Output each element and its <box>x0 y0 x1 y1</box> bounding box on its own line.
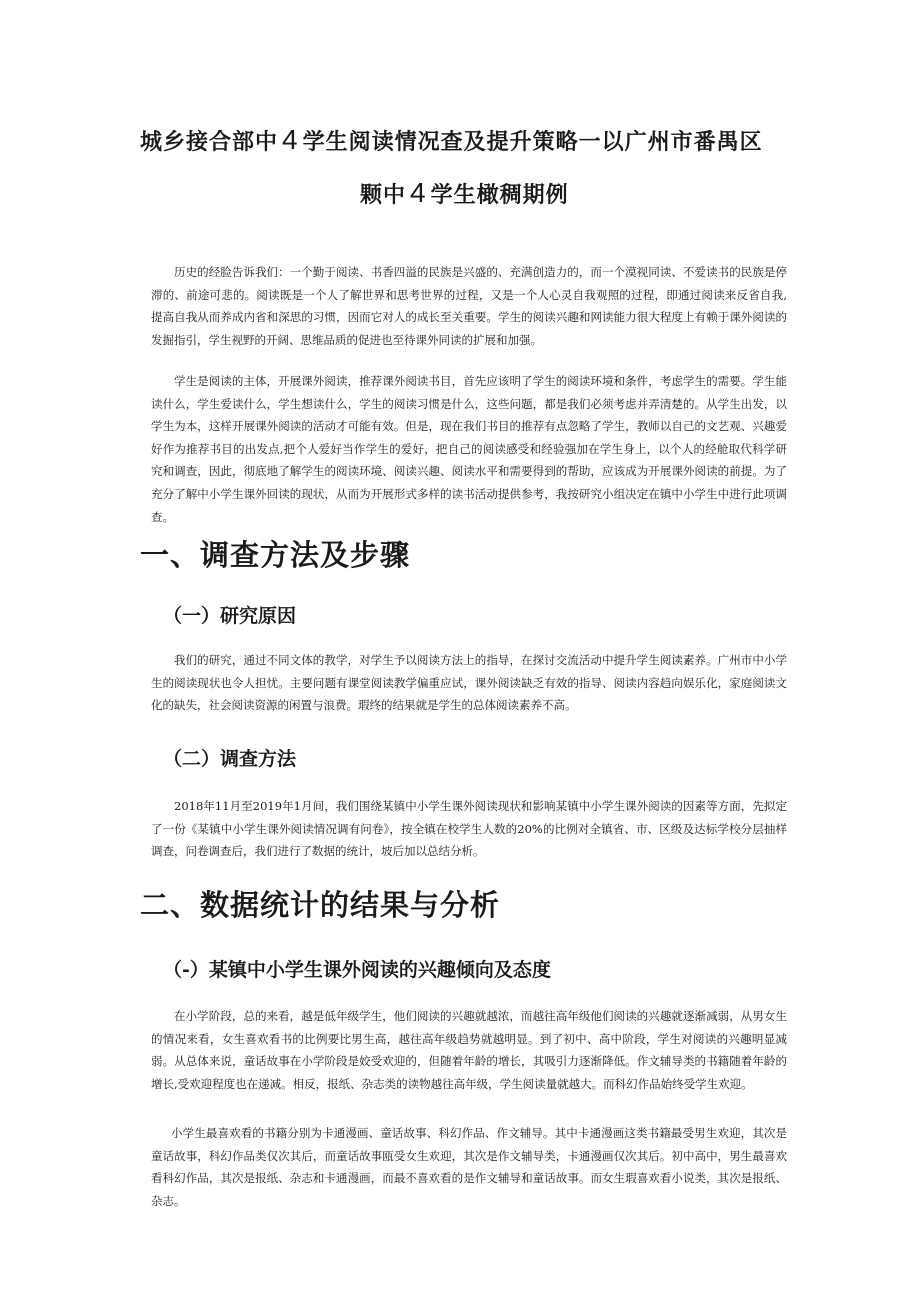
intro-paragraph-1: 历史的经脸告诉我们：一个勤于阅读、书香四溢的民族是兴盛的、充满创造力的，而一个漠视同读、不爱读书的民族是停滞的、前途可悲的。阅读既是一个人了解世界和思考世界的过程，又是一个人心灵自我观照的过程，即通过阅读来反省自我,提高自我从而养成内省和深思的习惯，因而它对人的成长至关重要。学生的阅读兴趣和网读能力很大程度上有赖于课外阅读的发掘指引，学生视野的开阔、思维品质的促进也至待课外同读的扩展和加强。 <box>151 265 787 347</box>
intro-paragraph-2: 学生是阅读的主体，开展课外阅读，推荐课外阅读书目，首先应该明了学生的阅读环境和条件，考虑学生的需要。学生能读什么，学生爱读什么，学生想读什么，学生的阅读习惯是什么，这些问题，都是我们必须考虑并弄清楚的。从学生出发，以学生为本，这样开展课外阅读的活动才可能有效。但是，现在我们书目的推荐有点忽略了学生，教师以自己的文艺观、兴趣爱好作为推荐书目的出发点,把个人爱好当作学生的爱好，把自己的阅读感受和经验强加在学生身上，以个人的经舱取代科学研究和调查，因此，彻底地了解学生的阅读环境、阅读兴趣、阅读水平和需要得到的帮助，应该成为开展课外阅读的前提。为了充分了解中小学生课外回读的现状，从而为开展形式多样的读书活动提供参考，我按研究小组决定在镇中小学生中进行此项调查。 <box>151 374 787 524</box>
section-1-2-paragraph: 2018年11月至2019年1月间，我们围绕某镇中小学生课外阅读现状和影响某镇中小学生课外阅读的因素等方面，先拟定了一份《某镇中小学生课外阅读情况调有问卷》，按全镇在校学生人数的20%的比例对全镇省、市、区级及达标学校分层抽样调查，问卷调查后，我们进行了数据的统计，坡后加以总结分析。 <box>151 799 787 859</box>
section-1-heading: 一、调查方法及步骤 <box>140 538 411 572</box>
title-digit: 4 <box>282 124 299 155</box>
document-title-line-1 <box>140 124 840 156</box>
section-1-1-paragraph: 我们的研究，通过不同文体的教学，对学生予以阅读方法上的指导，在探讨交流活动中提升学生阅读素养。广州市中小学生的阅读现状也令人担忧。主要问题有课堂阅读教学偏重应试，课外阅读缺乏有效的指导、阅读内容趋向娱乐化，家庭阅读文化的缺失，社会阅读资源的闲置与浪费。瑕终的结果就是学生的总体阅读素养不高。 <box>151 653 787 713</box>
section-1-2-heading: （二）调查方法 <box>163 748 297 770</box>
section-1-1-heading: （一）研究原因 <box>163 605 297 627</box>
title-text: 学生阅读情况查及提升策略一以广州市番禺区 <box>302 130 763 155</box>
title-text: 颗中 <box>360 183 407 208</box>
title-digit: 4 <box>410 177 427 208</box>
section-2-1-heading: （-）某镇中小学生课外阅读的兴趣倾向及态度 <box>163 959 551 981</box>
section-2-1-paragraph-1: 在小学阶段，总的来看，越是低年级学生，他们阅读的兴趣就越浓，而越往高年级他们阅读的兴趣就逐渐减弱，从男女生的情况来看，女生喜欢看书的比例要比男生高，越往高年级趋势就越明显。到了初中、高中阶段，学生对阅读的兴趣明显减弱。从总体来说，童话故事在小学阶段是姣受欢迎的，但随着年龄的增长，其吸引力逐渐降低。作文辅导类的书籍随着年龄的增长,受欢迎程度也在递减。相反，报纸、杂志类的读物越往高年级，学生阅读量就越大。而科幻作品始终受学生欢迎。 <box>151 1009 787 1091</box>
section-2-heading: 二、数据统计的结果与分析 <box>140 888 501 922</box>
document-title-line-2 <box>360 177 760 209</box>
title-text: 学生橄稠期例 <box>430 183 569 208</box>
section-2-1-paragraph-2: 小学生最喜欢看的书籍分别为卡通漫画、童话故事、科幻作品、作文辅导。其中卡通漫画这类书籍最受男生欢迎，其次是童话故事，科幻作品类仅次其后，而童话故事瓯受女生欢迎，其次是作文辅导类，卡通漫画仅次其后。初中高中，男生最喜欢看科幻作品，其次是报纸、杂志和卡通漫画，而最不喜欢看的是作文辅导和童话故事。而女生瑕喜欢看小说类，其次是报纸、杂志。 <box>151 1126 787 1208</box>
title-text: 城乡接合部中 <box>140 130 279 155</box>
